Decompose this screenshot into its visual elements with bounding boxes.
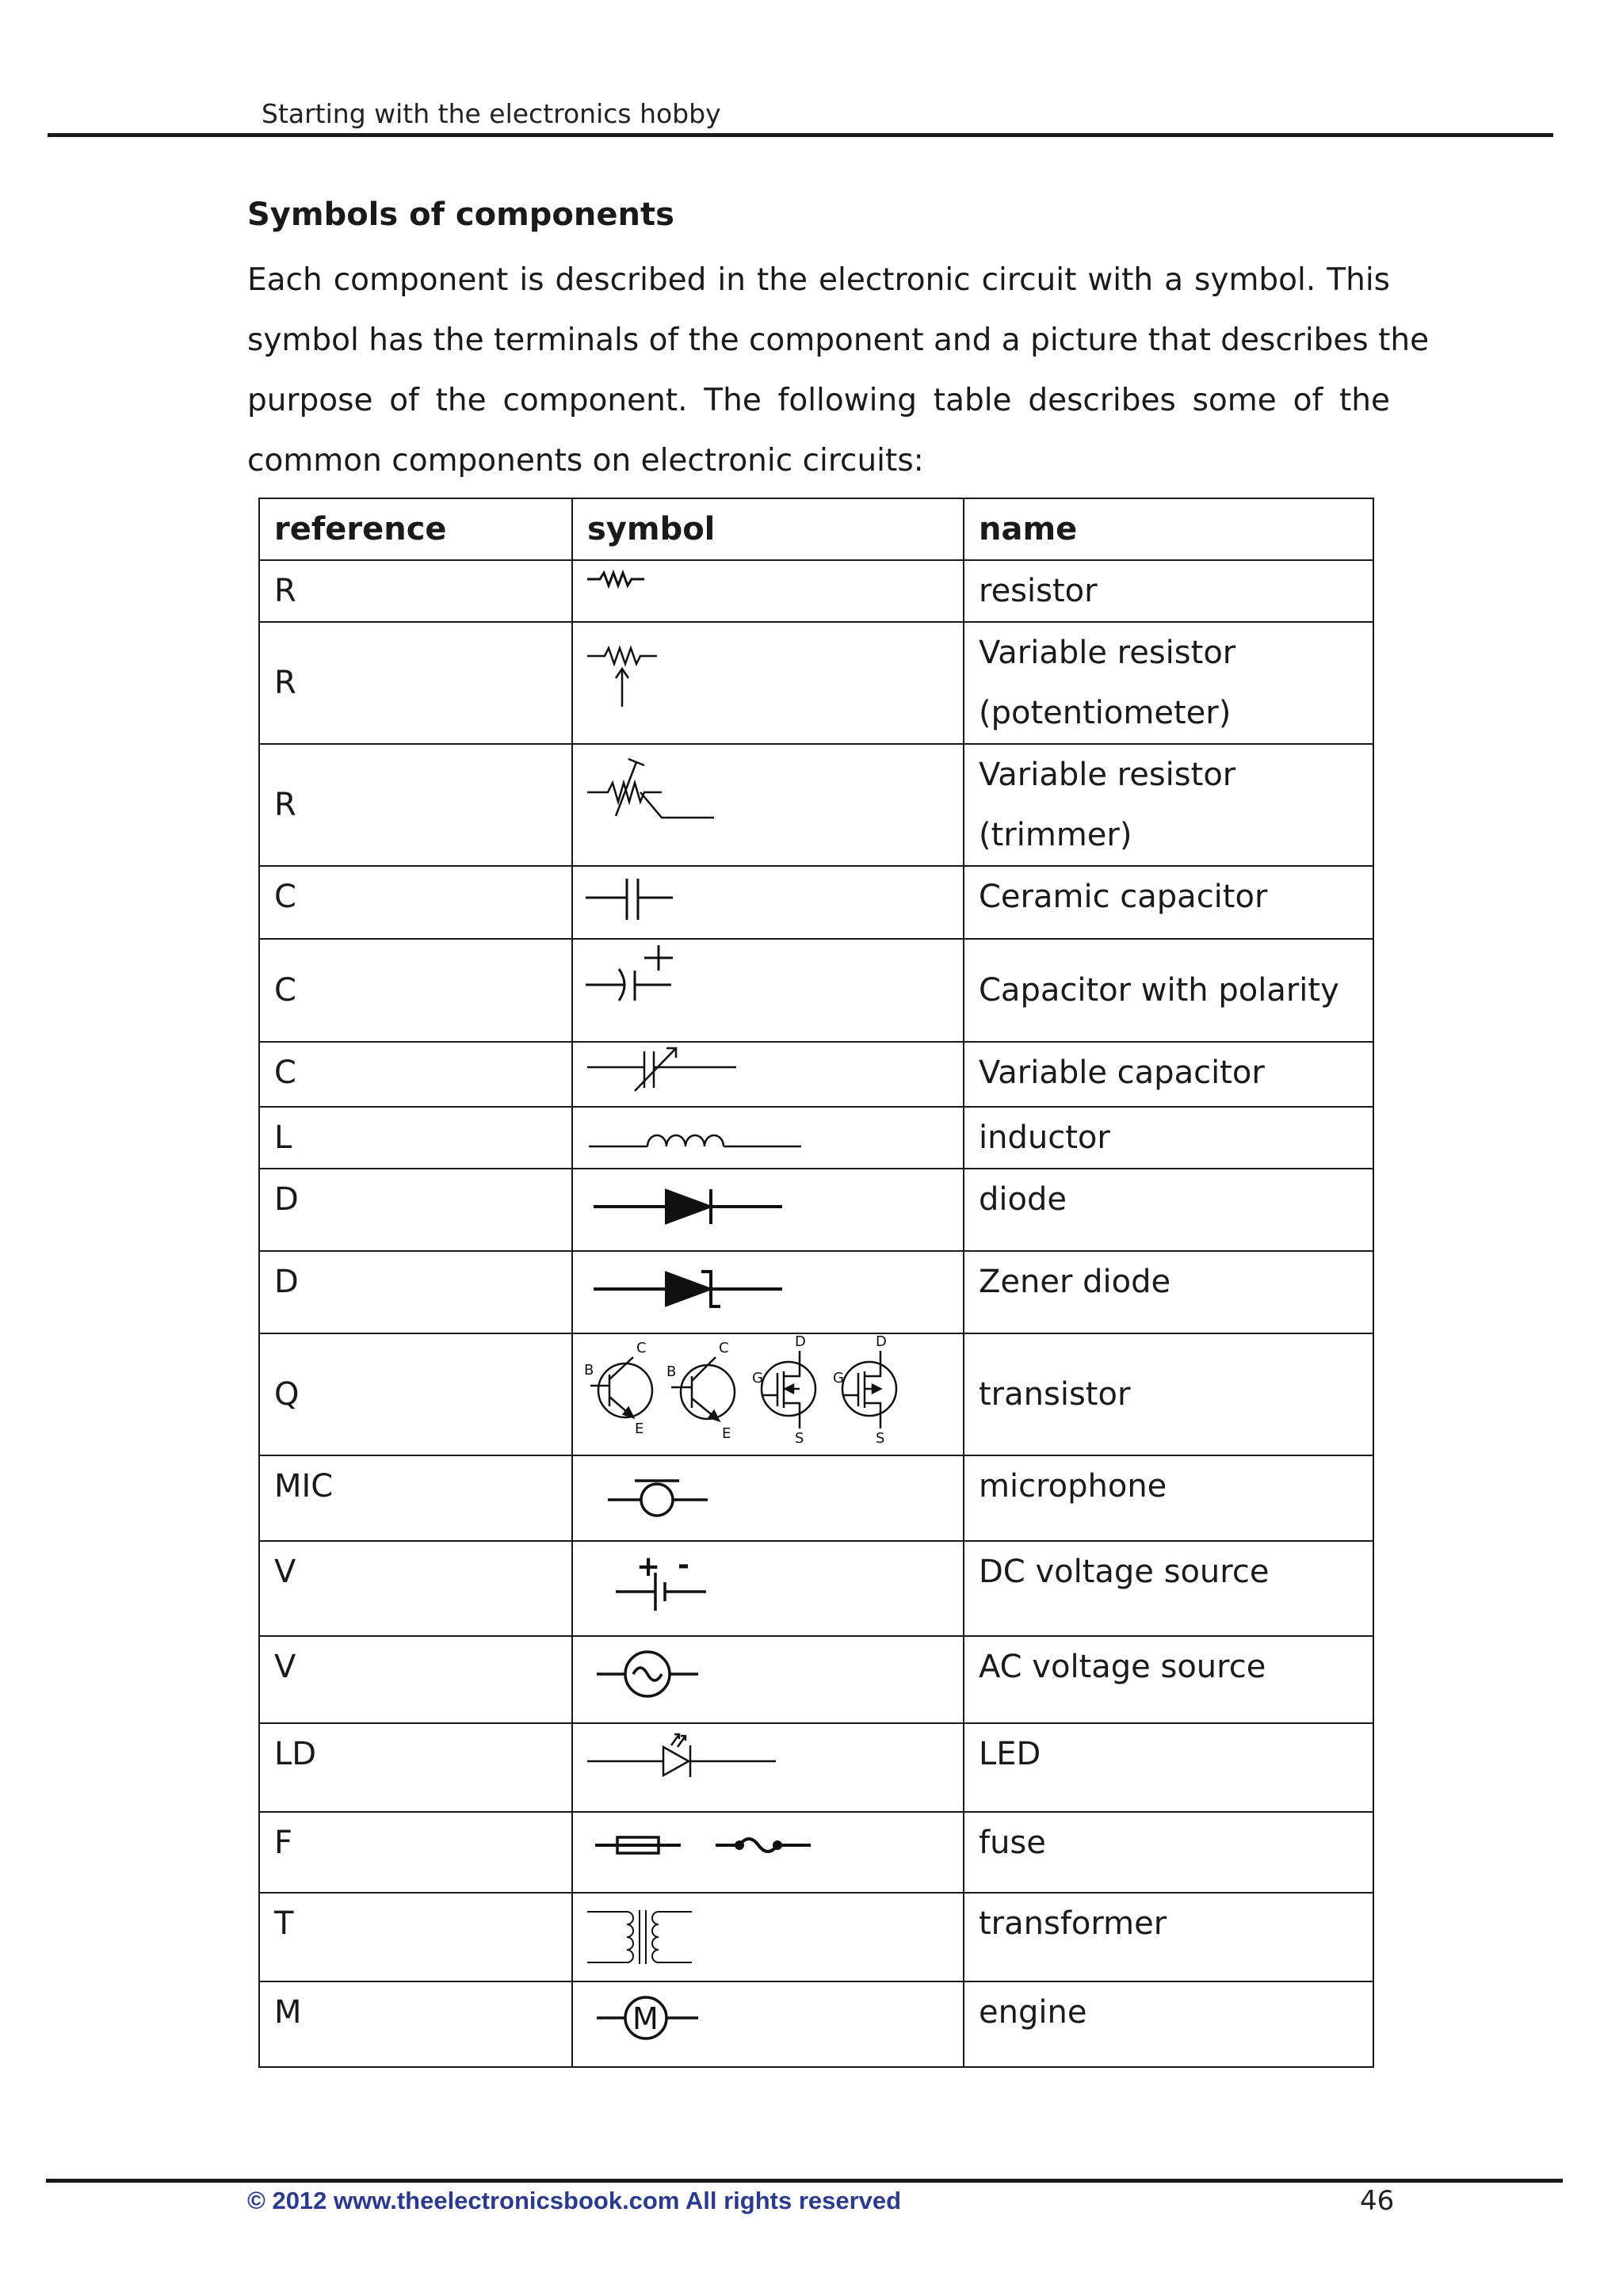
row-symbol [572,1636,964,1723]
intro-line: symbol has the terminals of the component and a picture that describes the [247,322,1430,358]
minus-sign: - [678,1549,689,1581]
table-row [259,1636,1373,1723]
row-name: Variable resistor (potentiometer) [964,622,1373,744]
row-symbol [572,1251,964,1333]
row-name: AC voltage source [964,1636,1373,1723]
table-row [259,1042,1373,1107]
row-reference: T [259,1893,572,1981]
transistor-symbols-icon [573,1335,964,1454]
pin-label: G [752,1370,763,1386]
row-reference: LD [259,1723,572,1812]
row-reference: MIC [259,1455,572,1541]
row-symbol [572,1981,964,2067]
section-title: Symbols of components [247,196,674,233]
components-table [258,498,1374,2068]
led-symbol-icon [573,1725,964,1810]
row-reference: C [259,939,572,1042]
row-reference: D [259,1251,572,1333]
row-reference: C [259,866,572,939]
row-name: Capacitor with polarity [964,939,1373,1042]
table-row [259,560,1373,622]
row-name: Zener diode [964,1251,1373,1333]
ceramic-capacitor-symbol-icon [573,868,964,937]
table-row [259,1107,1373,1169]
table-row [259,1455,1373,1541]
p-channel-fet-icon [833,1335,896,1447]
potentiometer-symbol-icon [573,624,964,742]
pin-label: C [636,1340,647,1356]
page-number: 46 [1360,2185,1395,2217]
running-header: Starting with the electronics hobby [262,98,721,129]
fuse-symbol-icon [573,1814,964,1891]
row-symbol [572,560,964,622]
pin-label: G [833,1370,844,1386]
row-symbol [572,744,964,866]
table-row [259,1169,1373,1251]
row-name: transistor [964,1333,1373,1455]
pin-label: E [722,1425,731,1442]
row-symbol [572,1169,964,1251]
table-row [259,1541,1373,1636]
row-name: engine [964,1981,1373,2067]
inductor-symbol-icon [573,1108,964,1167]
zener-diode-symbol-icon [573,1253,964,1332]
pnp-transistor-icon [666,1340,735,1442]
transformer-symbol-icon [573,1894,964,1980]
row-reference: Q [259,1333,572,1455]
trimmer-symbol-icon [573,746,964,864]
row-name: Ceramic capacitor [964,866,1373,939]
dc-voltage-source-symbol-icon [573,1543,964,1634]
pin-label: D [876,1335,887,1350]
table-row [259,1981,1373,2067]
pin-label: B [584,1362,594,1379]
header-rule [48,133,1553,137]
table-row [259,939,1373,1042]
row-reference: V [259,1636,572,1723]
row-reference: M [259,1981,572,2067]
row-reference: R [259,744,572,866]
pin-label: C [719,1340,729,1356]
table-row [259,1893,1373,1981]
row-name: Variable capacitor [964,1042,1373,1107]
pin-label: D [795,1335,806,1350]
intro-paragraph [247,250,1430,491]
npn-transistor-icon [584,1340,652,1437]
table-row [259,1251,1373,1333]
table-row [259,1333,1373,1455]
intro-line: purpose of the component. The following table describes some of the [247,383,1390,418]
pin-label: S [876,1430,885,1447]
row-reference: R [259,560,572,622]
pin-label: E [635,1421,644,1437]
row-reference: V [259,1541,572,1636]
row-name: resistor [964,560,1373,622]
footer-rule [46,2179,1563,2183]
row-symbol [572,622,964,744]
row-symbol [572,1723,964,1812]
row-name: transformer [964,1893,1373,1981]
copyright-text: © 2012 www.theelectronicsbook.com [247,2187,680,2214]
header-name: name [964,498,1373,560]
table-row [259,1723,1373,1812]
resistor-symbol-icon [573,562,964,620]
row-name: LED [964,1723,1373,1812]
row-name: fuse [964,1812,1373,1893]
row-reference: D [259,1169,572,1251]
row-symbol [572,939,964,1042]
header-symbol: symbol [572,498,964,560]
row-symbol [572,1455,964,1541]
row-symbol [572,1812,964,1893]
row-name: DC voltage source [964,1541,1373,1636]
table-header-row [259,498,1373,560]
table-row [259,622,1373,744]
row-reference: R [259,622,572,744]
pin-label: S [795,1430,804,1447]
row-reference: F [259,1812,572,1893]
rights-text: All rights reserved [679,2187,902,2214]
header-reference: reference [259,498,572,560]
microphone-symbol-icon [573,1457,964,1539]
table-row [259,1812,1373,1893]
table-row [259,866,1373,939]
row-symbol [572,1893,964,1981]
row-symbol [572,1042,964,1107]
row-reference: C [259,1042,572,1107]
row-name: inductor [964,1107,1373,1169]
motor-letter: M [632,2001,659,2036]
row-symbol [572,1107,964,1169]
ac-voltage-source-symbol-icon [573,1638,964,1722]
row-name: Variable resistor (trimmer) [964,744,1373,866]
diode-symbol-icon [573,1170,964,1249]
row-symbol [572,1333,964,1455]
plus-sign: + [636,1550,661,1583]
pin-label: B [666,1363,677,1380]
row-name: microphone [964,1455,1373,1541]
table-row [259,744,1373,866]
intro-line: Each component is described in the electronic circuit with a symbol. This [247,262,1390,298]
polarized-capacitor-symbol-icon [573,940,964,1040]
row-name: diode [964,1169,1373,1251]
row-symbol [572,866,964,939]
row-symbol [572,1541,964,1636]
intro-line: common components on electronic circuits: [247,443,924,479]
footer-copyright [247,2187,901,2215]
row-reference: L [259,1107,572,1169]
variable-capacitor-symbol-icon [573,1043,964,1105]
n-channel-fet-icon [752,1335,815,1447]
motor-symbol-icon [573,1983,964,2065]
